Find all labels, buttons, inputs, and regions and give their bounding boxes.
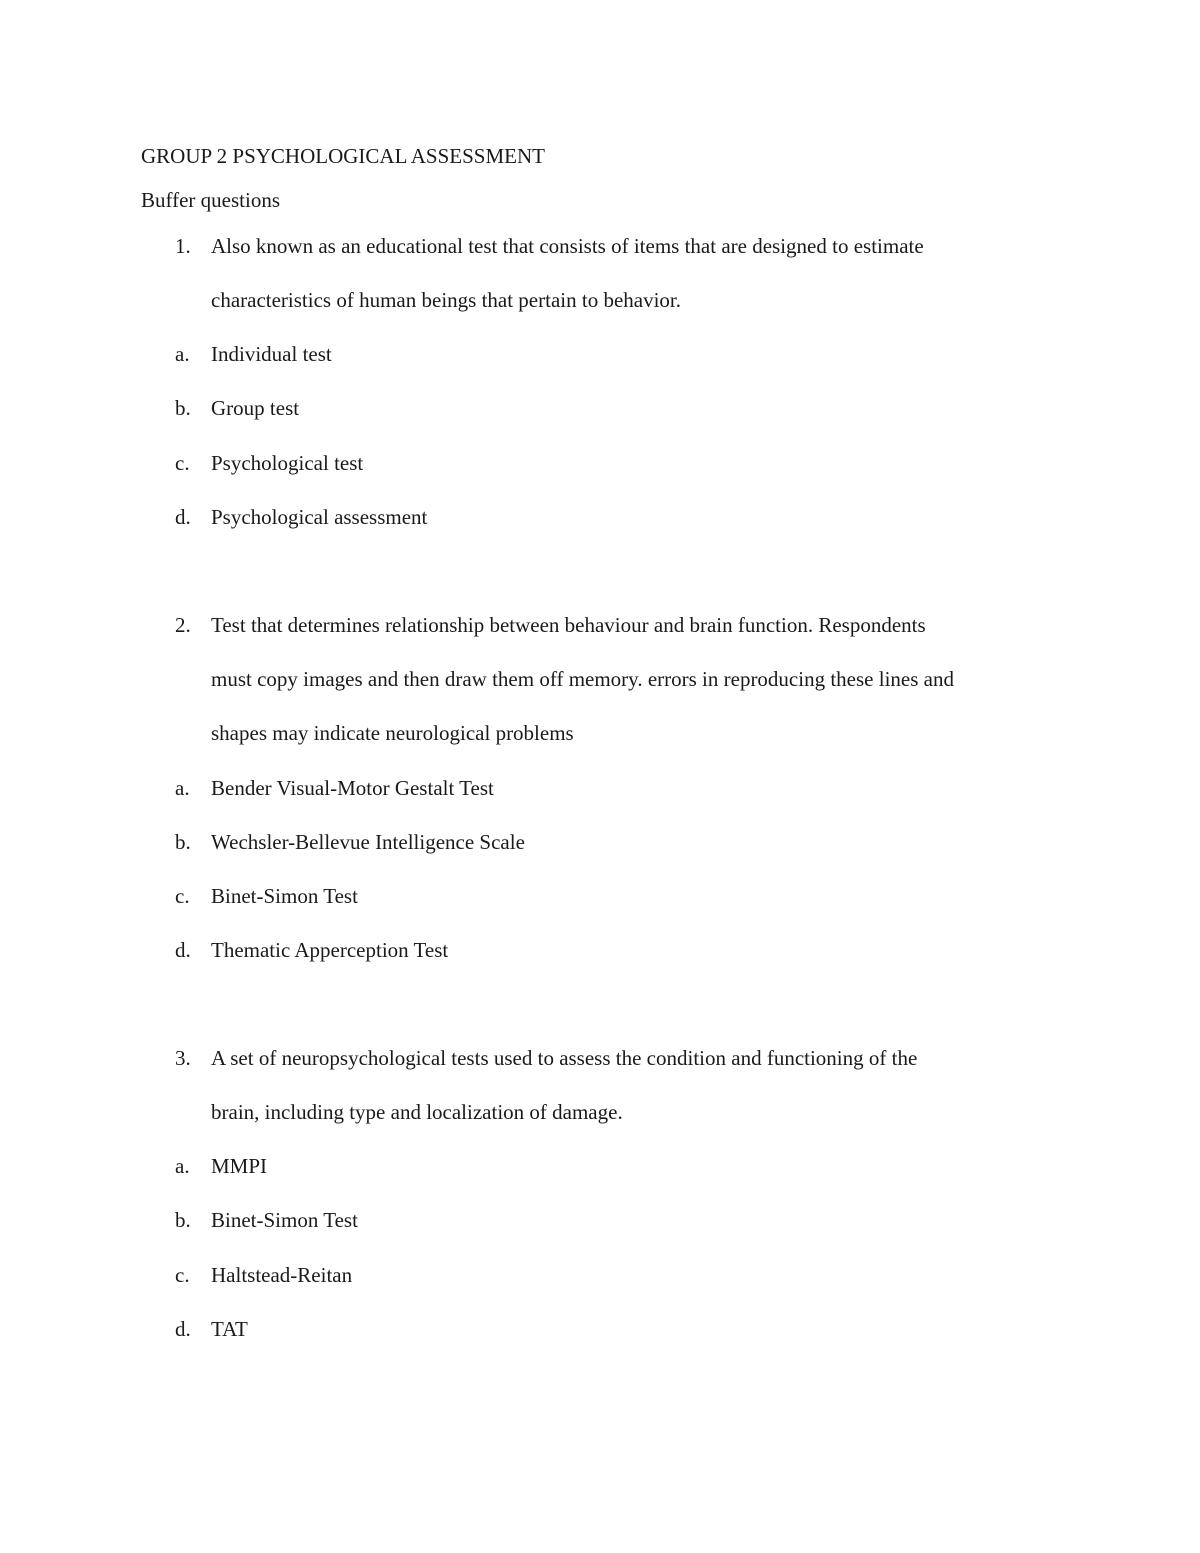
option-letter: a. [175, 1154, 190, 1178]
question-text-line: shapes may indicate neurological problems [211, 721, 574, 745]
question-text-line: characteristics of human beings that pertain to behavior. [211, 288, 682, 312]
option-letter: c. [175, 1263, 190, 1287]
option-letter: b. [175, 1208, 191, 1232]
option-text: Psychological test [211, 451, 364, 475]
document-title: GROUP 2 PSYCHOLOGICAL ASSESSMENT [141, 144, 545, 168]
option-letter: d. [175, 505, 191, 529]
option-letter: d. [175, 938, 191, 962]
question-text-line: must copy images and then draw them off memory. errors in reproducing these lines and [211, 667, 954, 691]
option-text: Wechsler-Bellevue Intelligence Scale [211, 830, 525, 854]
option-text: Individual test [211, 342, 332, 366]
option-letter: b. [175, 830, 191, 854]
option-text: Thematic Apperception Test [211, 938, 449, 962]
option-letter: a. [175, 342, 190, 366]
option-text: Group test [211, 396, 300, 420]
option-text: Bender Visual-Motor Gestalt Test [211, 776, 494, 800]
option-text: Haltstead-Reitan [211, 1263, 353, 1287]
option-text: Binet-Simon Test [211, 1208, 358, 1232]
option-text: Binet-Simon Test [211, 884, 358, 908]
section-heading: Buffer questions [141, 188, 281, 212]
question-text-line: Also known as an educational test that consists of items that are designed to estimate [211, 234, 924, 258]
option-letter: a. [175, 776, 190, 800]
question-text-line: A set of neuropsychological tests used to assess the condition and functioning of the [211, 1046, 918, 1070]
question-number: 3. [175, 1046, 191, 1070]
question-text-line: Test that determines relationship between behaviour and brain function. Respondents [211, 613, 926, 637]
question-number: 1. [175, 234, 191, 258]
option-letter: d. [175, 1317, 191, 1341]
option-text: Psychological assessment [211, 505, 428, 529]
option-text: MMPI [211, 1154, 268, 1178]
option-letter: c. [175, 451, 190, 475]
question-text-line: brain, including type and localization of damage. [211, 1100, 623, 1124]
option-letter: b. [175, 396, 191, 420]
option-letter: c. [175, 884, 190, 908]
question-number: 2. [175, 613, 191, 637]
option-text: TAT [211, 1317, 248, 1341]
